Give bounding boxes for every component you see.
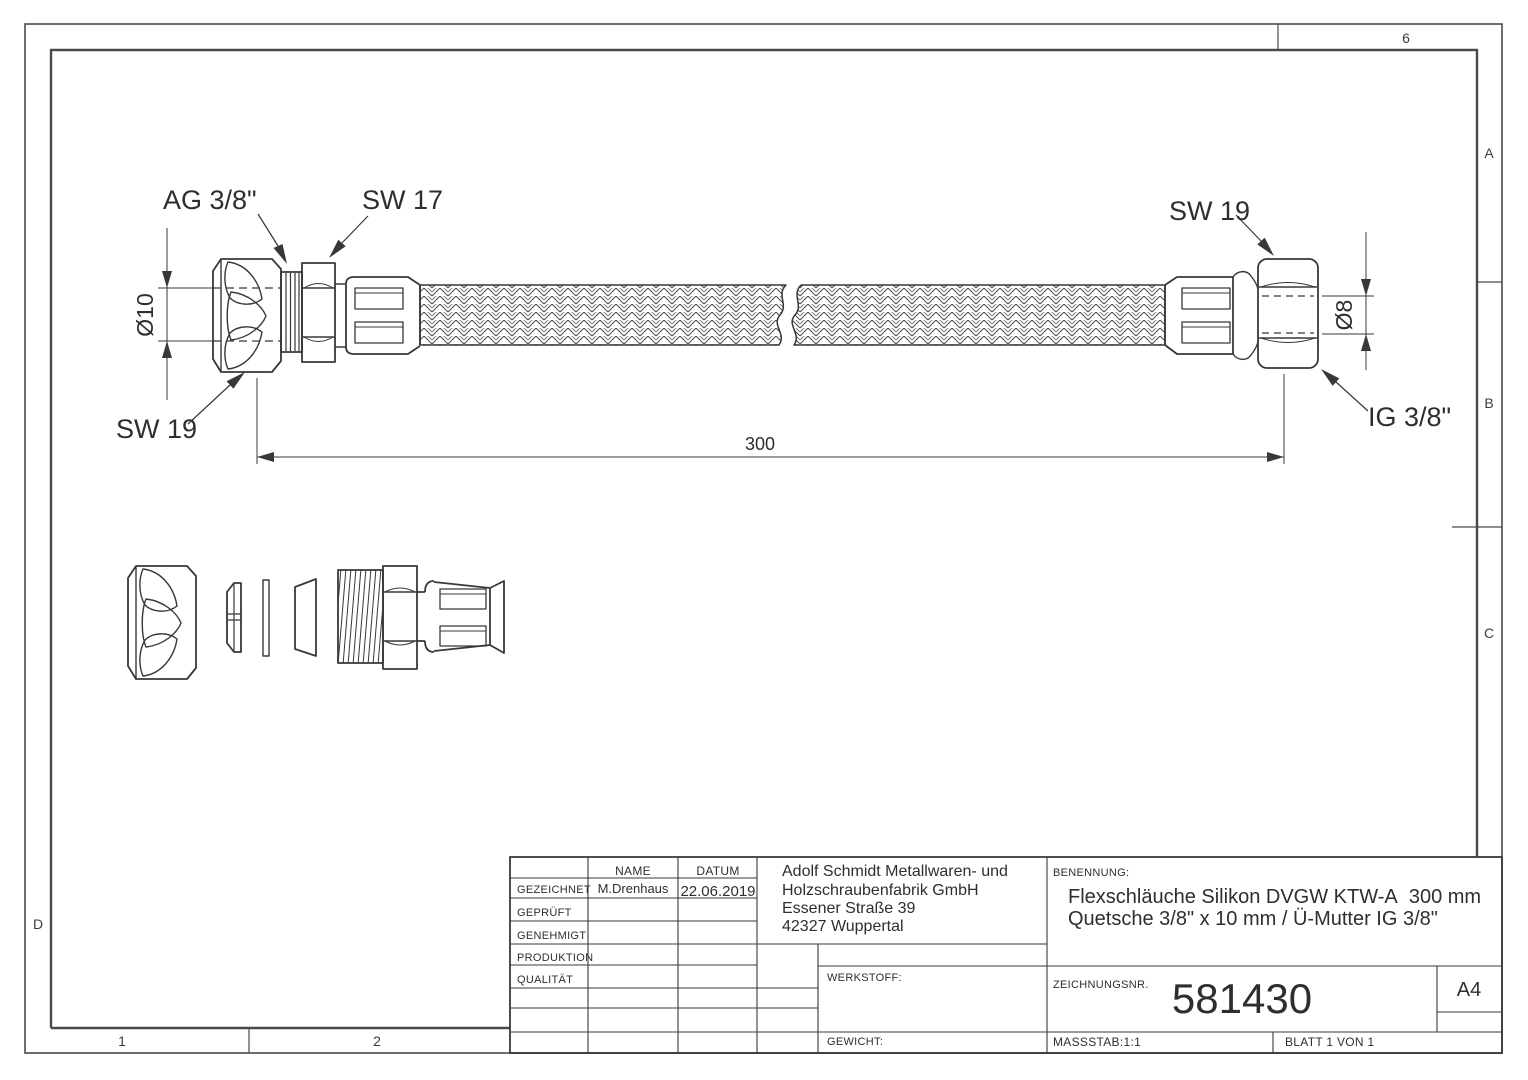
hex-nut-sw17 <box>302 263 335 362</box>
sleeve-window <box>355 322 403 343</box>
row-label-genehmigt: GENEHMIGT <box>517 930 587 942</box>
dimension-dia10 <box>158 228 213 400</box>
gezeichnet-datum: 22.06.2019 <box>680 883 756 900</box>
bore-hidden-lines <box>213 288 281 341</box>
sleeve-collar <box>1233 272 1258 360</box>
title-block-text <box>517 863 1481 1049</box>
drawing-number: 581430 <box>1171 975 1313 1022</box>
gezeichnet-name: M.Drenhaus <box>597 881 669 896</box>
werkstoff-label: WERKSTOFF: <box>827 972 902 984</box>
gewicht-label: GEWICHT: <box>827 1036 884 1048</box>
nut-petal-top <box>225 262 262 304</box>
dim-arrow <box>1361 334 1371 351</box>
row-label-geprueft: GEPRÜFT <box>517 907 572 919</box>
dim-arrow <box>162 271 172 288</box>
company-line3: Essener Straße 39 <box>782 900 916 917</box>
sheet-format: A4 <box>1456 979 1482 1001</box>
sleeve-window <box>1182 322 1230 343</box>
sleeve-window <box>355 288 403 309</box>
internal-thread-hidden-lines <box>1262 296 1314 333</box>
exploded-sleeve-cone <box>295 579 316 656</box>
exploded-olive-ring <box>227 583 241 652</box>
zone-label-6: 6 <box>1402 30 1410 46</box>
sw17-label: SW 17 <box>362 185 444 215</box>
company-line2: Holzschraubenfabrik GmbH <box>782 882 979 899</box>
exploded-threaded-fitting <box>333 566 504 669</box>
blatt: BLATT 1 VON 1 <box>1285 1035 1375 1049</box>
row-label-qualitaet: QUALITÄT <box>517 974 574 986</box>
sleeve-window <box>440 589 486 609</box>
zone-label-2: 2 <box>373 1033 381 1049</box>
dia8-dim-label: Ø8 <box>1331 299 1357 331</box>
nut-petal-bottom <box>225 327 262 369</box>
main-hose-view <box>213 259 1318 372</box>
leader-arrow <box>1321 369 1339 386</box>
sw19-right-label: SW 19 <box>1169 196 1251 226</box>
zone-label-b: B <box>1484 395 1494 411</box>
hex-nut-sw19 <box>1258 259 1318 368</box>
zone-label-d: D <box>32 916 44 932</box>
braided-hose-left <box>420 285 786 345</box>
zone-label-a: A <box>1484 145 1494 161</box>
exploded-compression-nut <box>128 566 196 679</box>
massstab: MASSSTAB:1:1 <box>1053 1035 1142 1049</box>
dim-arrow <box>1267 452 1284 462</box>
sw19-left-label: SW 19 <box>116 414 198 444</box>
nut-petal-mid <box>227 292 266 340</box>
company-line1: Adolf Schmidt Metallwaren- und <box>782 863 1008 880</box>
ig-thread-label: IG 3/8" <box>1368 402 1452 432</box>
ag-thread-label: AG 3/8" <box>163 185 257 215</box>
left-crimp-sleeve <box>335 277 420 354</box>
left-male-thread <box>281 272 302 352</box>
dim-arrow <box>1361 279 1371 296</box>
inner-border <box>51 50 1477 1028</box>
sleeve-window <box>1182 288 1230 309</box>
dim-arrow <box>162 341 172 358</box>
zeichnungsnr-label: ZEICHNUNGSNR. <box>1053 979 1149 991</box>
col-header-datum: DATUM <box>696 864 740 878</box>
sleeve-window <box>440 626 486 646</box>
dim-arrow <box>257 452 274 462</box>
zone-label-1: 1 <box>118 1033 126 1049</box>
part-title-line1: Flexschläuche Silikon DVGW KTW-A 300 mm <box>1068 886 1482 908</box>
part-title-line2: Quetsche 3/8" x 10 mm / Ü-Mutter IG 3/8" <box>1068 908 1438 930</box>
dia10-dim-label: Ø10 <box>132 293 158 337</box>
company-line4: 42327 Wuppertal <box>782 918 904 935</box>
exploded-washer <box>263 580 269 656</box>
braided-hose-right <box>792 285 1165 345</box>
leader-arrow <box>274 244 288 264</box>
length-dim-label: 300 <box>744 434 776 454</box>
row-label-gezeichnet: GEZEICHNET <box>517 884 591 896</box>
zone-label-c: C <box>1483 625 1495 641</box>
col-header-name: NAME <box>615 864 651 878</box>
left-compression-nut <box>213 259 281 372</box>
row-label-produktion: PRODUKTION <box>517 952 594 964</box>
exploded-hex <box>383 566 417 669</box>
exploded-parts-view <box>128 566 504 679</box>
right-crimp-sleeve <box>1165 272 1258 360</box>
benennung-label: BENENNUNG: <box>1053 867 1130 879</box>
